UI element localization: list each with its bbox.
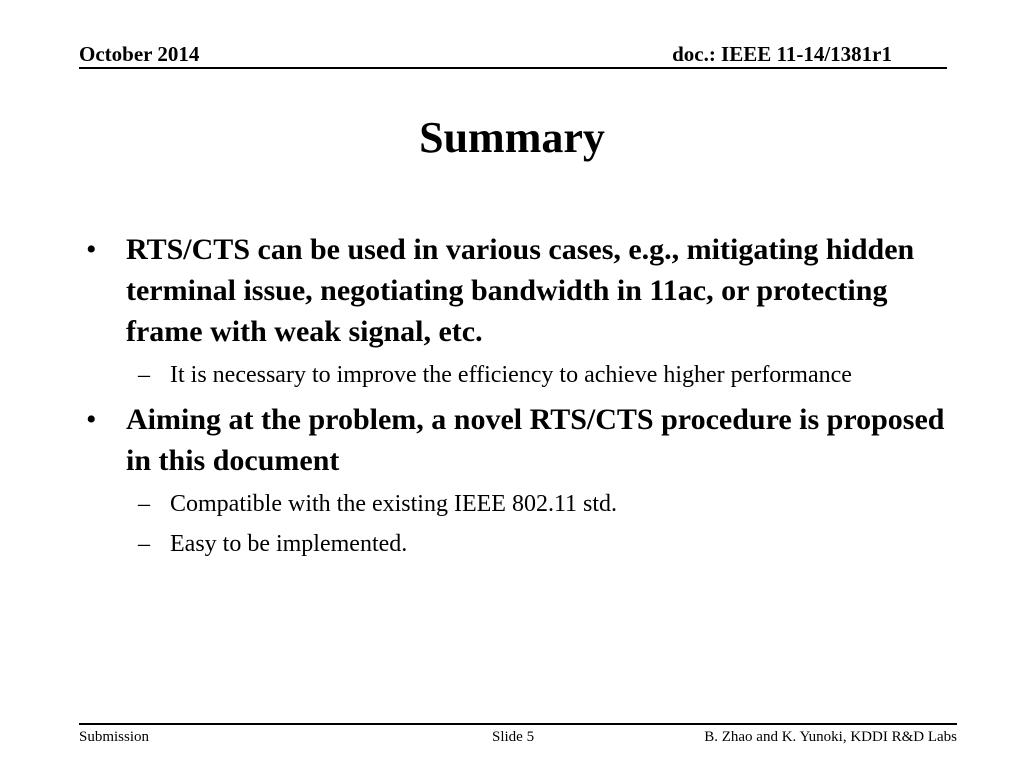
slide-body xyxy=(80,229,950,561)
header-doc-id: doc.: IEEE 11-14/1381r1 xyxy=(672,42,892,66)
footer-slide-number: Slide 5 xyxy=(492,729,535,745)
sub-bullet-text: Easy to be implemented. xyxy=(170,531,408,557)
sub-bullet-item xyxy=(80,358,950,392)
dash-marker: – xyxy=(138,531,150,557)
sub-bullet-item xyxy=(80,487,950,521)
bullet-marker: • xyxy=(86,403,97,436)
header-divider xyxy=(79,67,947,69)
bullet-item xyxy=(80,229,950,352)
sub-bullet-item xyxy=(80,527,950,561)
dash-marker: – xyxy=(138,362,150,388)
footer-divider xyxy=(79,723,957,725)
footer-submission: Submission xyxy=(79,729,150,745)
slide-title: Summary xyxy=(419,113,605,162)
dash-marker: – xyxy=(138,491,150,517)
header-date: October 2014 xyxy=(79,42,200,66)
bullet-item xyxy=(80,399,950,481)
bullet-text: Aiming at the problem, a novel RTS/CTS procedure is proposed in this document xyxy=(126,403,945,477)
sub-bullet-text: It is necessary to improve the efficiency to achieve higher performance xyxy=(170,362,852,388)
sub-bullet-text: Compatible with the existing IEEE 802.11 std. xyxy=(170,491,618,517)
bullet-text: RTS/CTS can be used in various cases, e.g., mitigating hidden terminal issue, negotiating bandwidth in 11ac, or protecting frame with weak signal, etc. xyxy=(126,233,915,348)
bullet-marker: • xyxy=(86,233,97,266)
footer-authors: B. Zhao and K. Yunoki, KDDI R&D Labs xyxy=(704,729,957,745)
